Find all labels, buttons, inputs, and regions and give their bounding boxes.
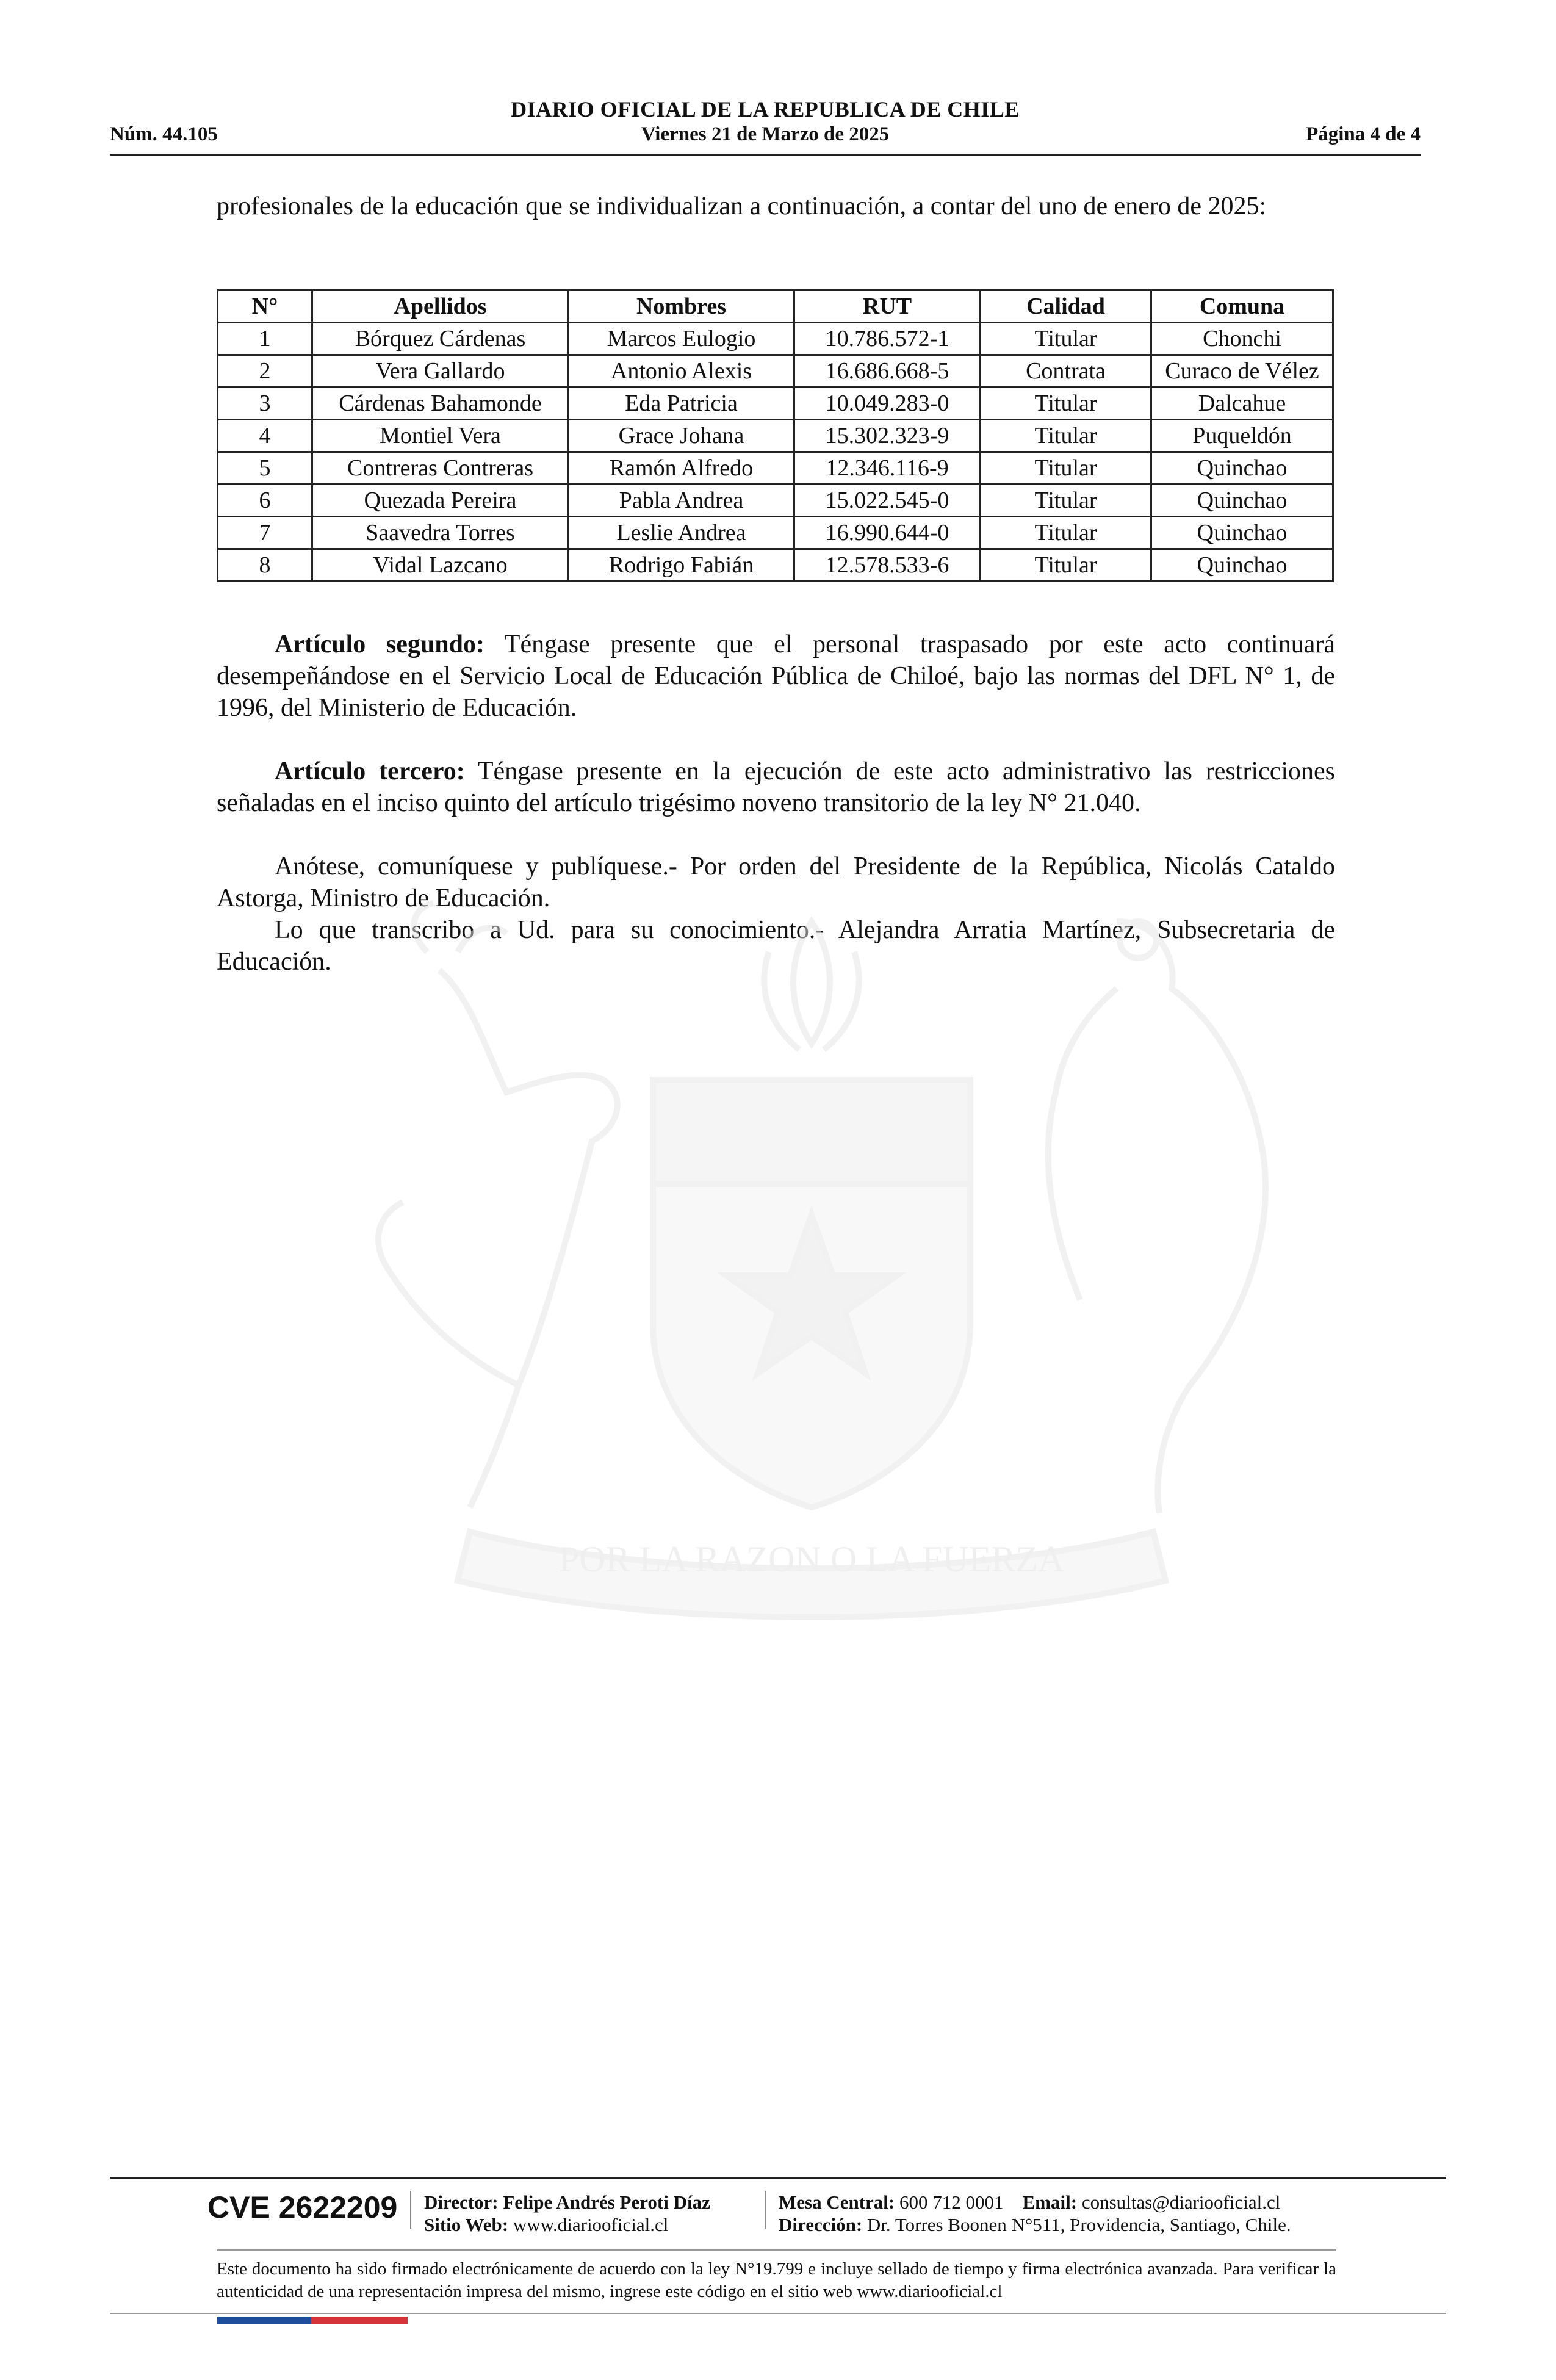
transcription-paragraph: Lo que transcribo a Ud. para su conocimiento.- Alejandra Arratia Martínez, Subsecretaria de Educación. (217, 916, 1335, 976)
email-link[interactable]: consultas@diariooficial.cl (1081, 2191, 1281, 2213)
cell-number: 1 (218, 323, 312, 355)
cell-number: 6 (218, 485, 312, 517)
cell-rut: 15.022.545-0 (794, 485, 981, 517)
article-tercero-label: Artículo tercero: (275, 757, 465, 785)
address-text: Dr. Torres Boonen N°511, Providencia, Santiago, Chile. (866, 2214, 1291, 2235)
cell-nombres: Rodrigo Fabián (569, 549, 794, 582)
column-header-calidad: Calidad (981, 290, 1151, 323)
signature-note: Este documento ha sido firmado electrónicamente de acuerdo con la ley N°19.799 e incluye sellado de tiempo y firma electrónica avanzada. Para verificar la autenticidad de una representación impresa del mismo, ingrese este código en el sitio web www.diariooficial.cl (217, 2259, 1336, 2301)
table-row (218, 485, 1333, 517)
website-link[interactable]: www.diariooficial.cl (513, 2214, 669, 2235)
cell-calidad: Titular (981, 452, 1151, 485)
table-row (218, 517, 1333, 549)
cell-rut: 16.686.668-5 (794, 355, 981, 388)
cell-rut: 10.786.572-1 (794, 323, 981, 355)
cell-number: 8 (218, 549, 312, 582)
header-divider (110, 154, 1421, 156)
article-segundo-text: Téngase presente que el personal traspasado por este acto continuará desempeñándose en el Servicio Local de Educación Pública de Chiloé, bajo las normas del DFL N° 1, de 1996, del Ministerio de Educación. (217, 630, 1335, 722)
mesa-phone: 600 712 0001 (899, 2191, 1004, 2213)
cell-comuna: Quinchao (1151, 452, 1333, 485)
cell-apellidos: Contreras Contreras (312, 452, 569, 485)
cell-apellidos: Montiel Vera (312, 420, 569, 452)
cell-apellidos: Bórquez Cárdenas (312, 323, 569, 355)
cell-rut: 10.049.283-0 (794, 388, 981, 420)
column-header-number: N° (218, 290, 312, 323)
cell-number: 5 (218, 452, 312, 485)
director-name: Felipe Andrés Peroti Díaz (503, 2191, 710, 2213)
cell-comuna: Quinchao (1151, 517, 1333, 549)
address-label: Dirección: (779, 2214, 863, 2235)
cell-calidad: Contrata (981, 355, 1151, 388)
closing-paragraph: Anótese, comuníquese y publíquese.- Por orden del Presidente de la República, Nicolás Cataldo Astorga, Ministro de Educación. (217, 853, 1335, 912)
watermark-motto: POR LA RAZON O LA FUERZA (558, 1539, 1065, 1579)
cell-apellidos: Vera Gallardo (312, 355, 569, 388)
cell-comuna: Dalcahue (1151, 388, 1333, 420)
article-segundo (217, 629, 1335, 724)
intro-paragraph: profesionales de la educación que se individualizan a continuación, a contar del uno de enero de 2025: (217, 192, 1267, 220)
cell-calidad: Titular (981, 485, 1151, 517)
table-row (218, 388, 1333, 420)
footer-divider-bottom (110, 2313, 1446, 2314)
page-number: Página 4 de 4 (1306, 123, 1421, 145)
cell-number: 4 (218, 420, 312, 452)
table-row (218, 355, 1333, 388)
cell-nombres: Pabla Andrea (569, 485, 794, 517)
cell-number: 2 (218, 355, 312, 388)
cell-calidad: Titular (981, 517, 1151, 549)
cell-apellidos: Saavedra Torres (312, 517, 569, 549)
cell-nombres: Leslie Andrea (569, 517, 794, 549)
director-label: Director: (424, 2191, 499, 2213)
cell-rut: 12.346.116-9 (794, 452, 981, 485)
page-header (110, 92, 1421, 159)
coat-of-arms-watermark (287, 897, 1336, 1672)
cell-nombres: Marcos Eulogio (569, 323, 794, 355)
cell-calidad: Titular (981, 323, 1151, 355)
issue-date: Viernes 21 de Marzo de 2025 (641, 123, 890, 145)
document-body (217, 190, 1335, 222)
cell-apellidos: Quezada Pereira (312, 485, 569, 517)
footer-divider-top (110, 2177, 1446, 2179)
cell-comuna: Chonchi (1151, 323, 1333, 355)
table-row (218, 549, 1333, 582)
table-row (218, 452, 1333, 485)
footer-director-block (424, 2191, 710, 2236)
table-row (218, 420, 1333, 452)
cell-apellidos: Cárdenas Bahamonde (312, 388, 569, 420)
column-header-apellidos: Apellidos (312, 290, 569, 323)
cell-nombres: Ramón Alfredo (569, 452, 794, 485)
cve-code: CVE 2622209 (207, 2190, 398, 2224)
issue-number: Núm. 44.105 (110, 123, 218, 145)
cell-calidad: Titular (981, 388, 1151, 420)
footer-separator (765, 2191, 766, 2229)
cell-calidad: Titular (981, 549, 1151, 582)
personnel-table (217, 289, 1334, 582)
flag-bar-blue (217, 2317, 311, 2324)
cell-rut: 12.578.533-6 (794, 549, 981, 582)
email-label: Email: (1022, 2191, 1078, 2213)
website-label: Sitio Web: (424, 2214, 509, 2235)
article-tercero (217, 755, 1335, 819)
cell-number: 7 (218, 517, 312, 549)
footer-contact-block (779, 2191, 1291, 2236)
footer-separator (410, 2191, 411, 2229)
column-header-nombres: Nombres (569, 290, 794, 323)
cell-comuna: Quinchao (1151, 549, 1333, 582)
newspaper-title: DIARIO OFICIAL DE LA REPUBLICA DE CHILE (511, 97, 1020, 121)
table-header-row (218, 290, 1333, 323)
cell-nombres: Eda Patricia (569, 388, 794, 420)
mesa-label: Mesa Central: (779, 2191, 895, 2213)
cell-comuna: Quinchao (1151, 485, 1333, 517)
cell-nombres: Antonio Alexis (569, 355, 794, 388)
footer-divider-middle (217, 2249, 1336, 2251)
flag-bar-red (311, 2317, 408, 2324)
column-header-rut: RUT (794, 290, 981, 323)
article-tercero-text: Téngase presente en la ejecución de este acto administrativo las restricciones señaladas en el inciso quinto del artículo trigésimo noveno transitorio de la ley N° 21.040. (217, 757, 1336, 817)
cell-nombres: Grace Johana (569, 420, 794, 452)
cell-comuna: Puqueldón (1151, 420, 1333, 452)
column-header-comuna: Comuna (1151, 290, 1333, 323)
article-segundo-label: Artículo segundo: (275, 630, 484, 658)
cell-calidad: Titular (981, 420, 1151, 452)
table-row (218, 323, 1333, 355)
cell-apellidos: Vidal Lazcano (312, 549, 569, 582)
cell-number: 3 (218, 388, 312, 420)
cell-rut: 16.990.644-0 (794, 517, 981, 549)
cell-rut: 15.302.323-9 (794, 420, 981, 452)
cell-comuna: Curaco de Vélez (1151, 355, 1333, 388)
